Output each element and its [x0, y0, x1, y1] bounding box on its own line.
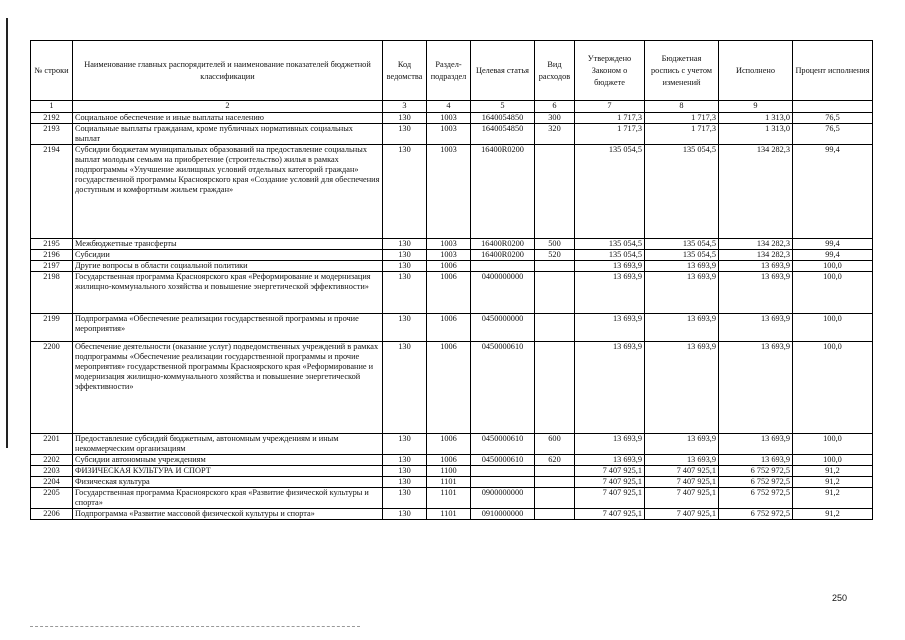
- cell-row-no: 2200: [31, 342, 73, 434]
- cell-section: 1006: [427, 314, 471, 342]
- cell-exp-type: [535, 488, 575, 509]
- cell-approved: 7 407 925,1: [575, 466, 645, 477]
- table-row: [31, 261, 873, 272]
- cell-name: Субсидии бюджетам муниципальных образований на предоставление социальных выплат молодым семьям на приобретение (строительство) жилья в рамках подпрограммы «Улучшение жилищных условий отдельных категорий граждан» государственной программы Красноярского края «Создание условий для обеспечения доступным и комфортным жильем граждан»: [73, 145, 383, 239]
- cell-percent: 76,5: [793, 113, 873, 124]
- cell-dept: 130: [383, 113, 427, 124]
- cell-section: 1003: [427, 113, 471, 124]
- cell-section: 1006: [427, 455, 471, 466]
- cell-exp-type: 500: [535, 239, 575, 250]
- cell-percent: 91,2: [793, 488, 873, 509]
- cell-dept: 130: [383, 342, 427, 434]
- cell-approved: 13 693,9: [575, 261, 645, 272]
- col-number: 6: [535, 101, 575, 113]
- cell-row-no: 2194: [31, 145, 73, 239]
- cell-exp-type: [535, 509, 575, 520]
- binding-margin-line: [6, 18, 8, 448]
- cell-row-no: 2201: [31, 434, 73, 455]
- header-percent: Процент исполнения: [793, 41, 873, 101]
- header-executed: Исполнено: [719, 41, 793, 101]
- cell-dept: 130: [383, 466, 427, 477]
- cell-exp-type: [535, 466, 575, 477]
- col-number: 1: [31, 101, 73, 113]
- table-row: [31, 314, 873, 342]
- cell-name: Государственная программа Красноярского края «Реформирование и модернизация жилищно-коммунального хозяйства и повышение энергетической эффективности»: [73, 272, 383, 314]
- cell-target: 0450000610: [471, 342, 535, 434]
- cell-target: 0900000000: [471, 488, 535, 509]
- table-row: [31, 124, 873, 145]
- cell-percent: 99,4: [793, 145, 873, 239]
- cell-row-no: 2204: [31, 477, 73, 488]
- cell-section: 1101: [427, 509, 471, 520]
- cell-executed: 13 693,9: [719, 342, 793, 434]
- cell-row-no: 2205: [31, 488, 73, 509]
- cell-exp-type: [535, 314, 575, 342]
- cell-dept: 130: [383, 477, 427, 488]
- col-number: 7: [575, 101, 645, 113]
- cell-exp-type: [535, 477, 575, 488]
- cell-name: Государственная программа Красноярского края «Развитие физической культуры и спорта»: [73, 488, 383, 509]
- cell-percent: 100,0: [793, 314, 873, 342]
- cell-executed: 134 282,3: [719, 239, 793, 250]
- cell-executed: 1 313,0: [719, 113, 793, 124]
- cell-row-no: 2203: [31, 466, 73, 477]
- cell-section: 1003: [427, 124, 471, 145]
- cell-percent: 99,4: [793, 250, 873, 261]
- cell-executed: 6 752 972,5: [719, 466, 793, 477]
- cell-name: Другие вопросы в области социальной политики: [73, 261, 383, 272]
- cell-name: Социальное обеспечение и иные выплаты населению: [73, 113, 383, 124]
- cell-approved: 135 054,5: [575, 250, 645, 261]
- cell-budget: 13 693,9: [645, 342, 719, 434]
- cell-target: 0910000000: [471, 509, 535, 520]
- table-row: [31, 488, 873, 509]
- header-target: Целевая статья: [471, 41, 535, 101]
- cell-target: [471, 477, 535, 488]
- table-row: [31, 477, 873, 488]
- cell-target: 16400R0200: [471, 250, 535, 261]
- cell-dept: 130: [383, 261, 427, 272]
- cell-approved: 135 054,5: [575, 145, 645, 239]
- cell-approved: 7 407 925,1: [575, 488, 645, 509]
- cell-exp-type: [535, 261, 575, 272]
- header-name: Наименование главных распорядителей и наименование показателей бюджетной классификации: [73, 41, 383, 101]
- cell-dept: 130: [383, 314, 427, 342]
- cell-name: ФИЗИЧЕСКАЯ КУЛЬТУРА И СПОРТ: [73, 466, 383, 477]
- cell-target: 16400R0200: [471, 145, 535, 239]
- cell-dept: 130: [383, 145, 427, 239]
- table-row: [31, 434, 873, 455]
- header-row-no: № строки: [31, 41, 73, 101]
- cell-budget: 13 693,9: [645, 314, 719, 342]
- cell-section: 1006: [427, 272, 471, 314]
- cell-name: Обеспечение деятельности (оказание услуг) подведомственных учреждений в рамках подпрограммы «Обеспечение реализации государственной программы и прочие мероприятия» государственной программы Красноярского края «Реформирование и модернизация жилищно-коммунального хозяйства и повышение энергетической эффективности»: [73, 342, 383, 434]
- cell-section: 1003: [427, 145, 471, 239]
- cell-row-no: 2192: [31, 113, 73, 124]
- cell-name: Субсидии: [73, 250, 383, 261]
- cell-exp-type: 600: [535, 434, 575, 455]
- col-number: 2: [73, 101, 383, 113]
- cell-dept: 130: [383, 239, 427, 250]
- cell-percent: 91,2: [793, 509, 873, 520]
- cell-budget: 13 693,9: [645, 272, 719, 314]
- col-number: 8: [645, 101, 719, 113]
- cell-executed: 6 752 972,5: [719, 509, 793, 520]
- cell-section: 1003: [427, 239, 471, 250]
- col-number: [793, 101, 873, 113]
- table-row: [31, 113, 873, 124]
- cell-row-no: 2199: [31, 314, 73, 342]
- cell-exp-type: [535, 342, 575, 434]
- column-number-row: [31, 101, 873, 113]
- cell-section: 1101: [427, 488, 471, 509]
- cell-name: Подпрограмма «Развитие массовой физической культуры и спорта»: [73, 509, 383, 520]
- cell-executed: 134 282,3: [719, 250, 793, 261]
- cell-target: 0450000610: [471, 434, 535, 455]
- cell-row-no: 2193: [31, 124, 73, 145]
- table-row: [31, 250, 873, 261]
- header-section: Раздел-подраздел: [427, 41, 471, 101]
- cell-row-no: 2202: [31, 455, 73, 466]
- cell-approved: 7 407 925,1: [575, 509, 645, 520]
- cell-dept: 130: [383, 488, 427, 509]
- cell-percent: 76,5: [793, 124, 873, 145]
- cell-exp-type: 320: [535, 124, 575, 145]
- cell-row-no: 2196: [31, 250, 73, 261]
- cell-budget: 7 407 925,1: [645, 477, 719, 488]
- cell-target: 0450000000: [471, 314, 535, 342]
- cell-target: 16400R0200: [471, 239, 535, 250]
- cell-budget: 13 693,9: [645, 455, 719, 466]
- cell-row-no: 2198: [31, 272, 73, 314]
- cell-target: [471, 466, 535, 477]
- cell-executed: 13 693,9: [719, 272, 793, 314]
- cell-percent: 99,4: [793, 239, 873, 250]
- table-row: [31, 466, 873, 477]
- cell-name: Субсидии автономным учреждениям: [73, 455, 383, 466]
- table-row: [31, 239, 873, 250]
- cell-approved: 13 693,9: [575, 272, 645, 314]
- cell-executed: 6 752 972,5: [719, 477, 793, 488]
- cell-percent: 100,0: [793, 261, 873, 272]
- cell-executed: 134 282,3: [719, 145, 793, 239]
- cell-executed: 6 752 972,5: [719, 488, 793, 509]
- cell-budget: 1 717,3: [645, 124, 719, 145]
- col-number: 3: [383, 101, 427, 113]
- cell-target: 0450000610: [471, 455, 535, 466]
- cell-budget: 7 407 925,1: [645, 509, 719, 520]
- footer-scan-line: [30, 626, 360, 627]
- cell-approved: 7 407 925,1: [575, 477, 645, 488]
- cell-section: 1006: [427, 434, 471, 455]
- cell-approved: 1 717,3: [575, 124, 645, 145]
- cell-budget: 7 407 925,1: [645, 466, 719, 477]
- cell-row-no: 2197: [31, 261, 73, 272]
- cell-budget: 13 693,9: [645, 261, 719, 272]
- cell-dept: 130: [383, 434, 427, 455]
- table-row: [31, 509, 873, 520]
- cell-section: 1003: [427, 250, 471, 261]
- cell-approved: 1 717,3: [575, 113, 645, 124]
- cell-approved: 13 693,9: [575, 342, 645, 434]
- cell-percent: 91,2: [793, 477, 873, 488]
- table-row: [31, 455, 873, 466]
- cell-percent: 100,0: [793, 434, 873, 455]
- col-number: 4: [427, 101, 471, 113]
- page-number: 250: [832, 593, 848, 603]
- budget-execution-table: [30, 40, 873, 520]
- cell-approved: 13 693,9: [575, 455, 645, 466]
- col-number: 5: [471, 101, 535, 113]
- cell-dept: 130: [383, 272, 427, 314]
- table-row: [31, 342, 873, 434]
- cell-name: Подпрограмма «Обеспечение реализации государственной программы и прочие мероприятия»: [73, 314, 383, 342]
- cell-exp-type: [535, 145, 575, 239]
- cell-row-no: 2206: [31, 509, 73, 520]
- table-row: [31, 272, 873, 314]
- cell-dept: 130: [383, 250, 427, 261]
- cell-approved: 135 054,5: [575, 239, 645, 250]
- cell-dept: 130: [383, 509, 427, 520]
- cell-name: Межбюджетные трансферты: [73, 239, 383, 250]
- cell-executed: 13 693,9: [719, 455, 793, 466]
- cell-exp-type: 620: [535, 455, 575, 466]
- cell-target: [471, 261, 535, 272]
- cell-section: 1101: [427, 477, 471, 488]
- cell-executed: 13 693,9: [719, 314, 793, 342]
- cell-name: Предоставление субсидий бюджетным, автономным учреждениям и иным некоммерческим организациям: [73, 434, 383, 455]
- cell-budget: 135 054,5: [645, 239, 719, 250]
- cell-section: 1006: [427, 261, 471, 272]
- cell-budget: 7 407 925,1: [645, 488, 719, 509]
- header-approved: Утверждено Законом о бюджете: [575, 41, 645, 101]
- cell-row-no: 2195: [31, 239, 73, 250]
- cell-approved: 13 693,9: [575, 434, 645, 455]
- cell-section: 1006: [427, 342, 471, 434]
- cell-percent: 100,0: [793, 342, 873, 434]
- cell-executed: 1 313,0: [719, 124, 793, 145]
- cell-name: Физическая культура: [73, 477, 383, 488]
- cell-budget: 13 693,9: [645, 434, 719, 455]
- table-header-row: [31, 41, 873, 101]
- cell-percent: 100,0: [793, 455, 873, 466]
- header-exp-type: Вид расходов: [535, 41, 575, 101]
- cell-budget: 135 054,5: [645, 250, 719, 261]
- cell-dept: 130: [383, 124, 427, 145]
- cell-section: 1100: [427, 466, 471, 477]
- cell-executed: 13 693,9: [719, 261, 793, 272]
- cell-exp-type: 300: [535, 113, 575, 124]
- cell-target: 0400000000: [471, 272, 535, 314]
- header-budget-list: Бюджетная роспись с учетом изменений: [645, 41, 719, 101]
- cell-exp-type: 520: [535, 250, 575, 261]
- header-dept: Код ведомства: [383, 41, 427, 101]
- cell-exp-type: [535, 272, 575, 314]
- col-number: 9: [719, 101, 793, 113]
- cell-dept: 130: [383, 455, 427, 466]
- cell-name: Социальные выплаты гражданам, кроме публичных нормативных социальных выплат: [73, 124, 383, 145]
- cell-budget: 1 717,3: [645, 113, 719, 124]
- cell-percent: 91,2: [793, 466, 873, 477]
- cell-target: 1640054850: [471, 124, 535, 145]
- cell-approved: 13 693,9: [575, 314, 645, 342]
- cell-budget: 135 054,5: [645, 145, 719, 239]
- cell-target: 1640054850: [471, 113, 535, 124]
- table-row: [31, 145, 873, 239]
- cell-percent: 100,0: [793, 272, 873, 314]
- cell-executed: 13 693,9: [719, 434, 793, 455]
